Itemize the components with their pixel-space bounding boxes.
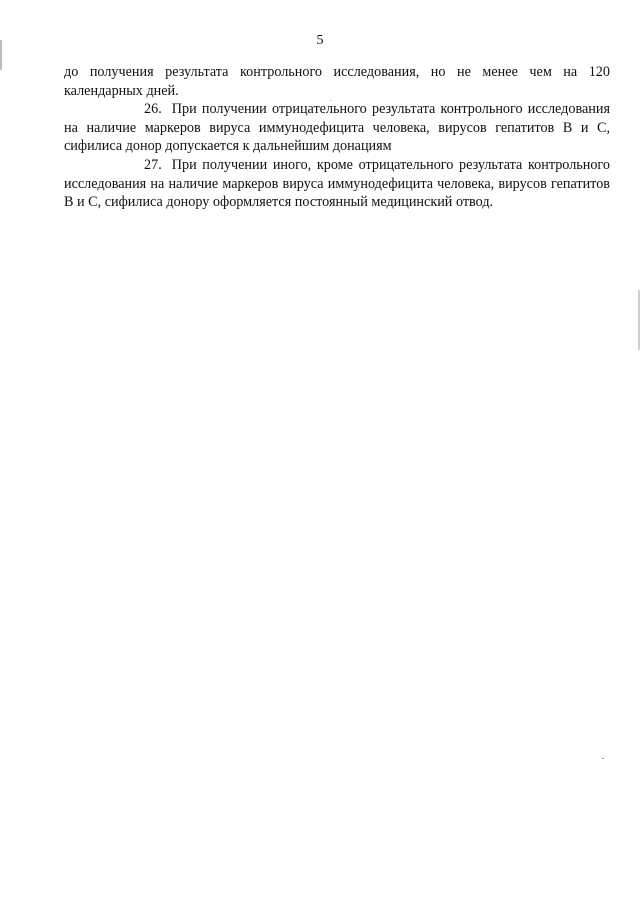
paragraph-number: 26. bbox=[144, 101, 162, 118]
scan-speck bbox=[602, 758, 604, 759]
paragraph-number: 27. bbox=[144, 156, 162, 173]
paragraph-text: При получении иного, кроме отрицательного результата контрольного исследования на наличие маркеров вируса иммунодефицита человека, вирусов гепатитов В и С, сифилиса донору оформляется постоянный медицинский отвод. bbox=[64, 156, 610, 211]
paragraph-text: При получении отрицательного результата контрольного исследования на наличие маркеров вируса иммунодефицита человека, вирусов гепатитов В и С, сифилиса донор допускается к дальнейшим донациям bbox=[64, 101, 610, 155]
page-number: 5 bbox=[316, 33, 324, 48]
paragraph-26 bbox=[64, 100, 610, 156]
document-body bbox=[64, 63, 610, 212]
paragraph-27 bbox=[64, 156, 610, 212]
paragraph-text: до получения результата контрольного исследования, но не менее чем на 120 календарных дней. bbox=[64, 64, 610, 99]
paragraph-continuation bbox=[64, 63, 610, 100]
